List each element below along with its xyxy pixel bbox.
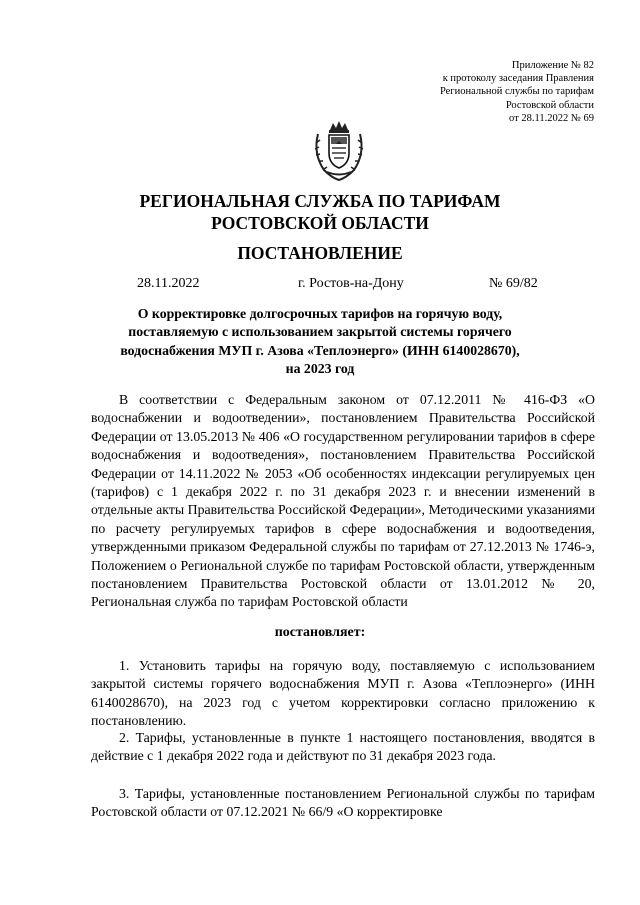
- subject-line: водоснабжения МУП г. Азова «Теплоэнерго» (ИНН 6140028670),: [120, 342, 520, 358]
- appendix-line: Ростовской области: [505, 99, 594, 111]
- subject-line: О корректировке долгосрочных тарифов на горячую воду,: [137, 306, 503, 321]
- appendix-note: [354, 59, 594, 125]
- resolves-heading: постановляет:: [274, 625, 366, 640]
- subject-line: поставляемую с использованием закрытой системы горячего: [128, 324, 512, 340]
- document-date: 28.11.2022: [137, 276, 200, 291]
- document-place: г. Ростов-на-Дону: [298, 276, 404, 291]
- organization-title-line: РЕГИОНАЛЬНАЯ СЛУЖБА ПО ТАРИФАМ: [139, 191, 501, 211]
- preamble-paragraph: В соответствии с Федеральным законом от 07.12.2011 № 416-ФЗ «О водоснабжении и водоотведении», постановлением Правительства Российской Федерации от 13.05.2013 № 406 «О государственном регулировании тарифов в сфере водоснабжения и водоотведения», постановлением Правительства Российской Федерации от 14.11.2022 № 2053 «Об особенностях индексации регулируемых цен (тарифов) с 1 декабря 2022 г. по 31 декабря 2023 г. и внесении изменений в отдельные акты Правительства Российской Федерации», Методическими указаниями по расчету регулируемых тарифов в сфере водоснабжения и водоотведения, утвержденными приказом Федеральной службы по тарифам от 27.12.2013 № 1746-э, Положением о Региональной службе по тарифам Ростовской области, утвержденным постановлением Правительства Ростовской области от 13.01.2012 № 20, Региональная служба по тарифам Ростовской области: [91, 392, 595, 610]
- document-number: № 69/82: [489, 276, 538, 291]
- appendix-line: Региональной службы по тарифам: [439, 86, 594, 98]
- coat-of-arms-icon: [310, 120, 368, 182]
- resolution-item: 2. Тарифы, установленные в пункте 1 настоящего постановления, вводятся в действие с 1 декабря 2022 года и действуют по 31 декабря 2023 года.: [91, 730, 595, 764]
- resolution-item: 1. Установить тарифы на горячую воду, поставляемую с использованием закрытой системы горячего водоснабжения МУП г. Азова «Теплоэнерго» (ИНН 6140028670), на 2023 год с учетом корректировки согласно приложению к постановлению.: [91, 658, 595, 729]
- organization-title: [0, 190, 640, 234]
- organization-title-line: РОСТОВСКОЙ ОБЛАСТИ: [211, 213, 429, 233]
- appendix-line: от 28.11.2022 № 69: [509, 112, 594, 124]
- subject-line: на 2023 год: [285, 360, 355, 376]
- resolution-item: 3. Тарифы, установленные постановлением Региональной службы по тарифам Ростовской области от 07.12.2021 № 66/9 «О корректировке: [91, 786, 595, 820]
- appendix-line: к протоколу заседания Правления: [442, 73, 594, 85]
- document-subject: [90, 305, 550, 378]
- appendix-line: Приложение № 82: [511, 60, 594, 71]
- document-type: ПОСТАНОВЛЕНИЕ: [237, 243, 403, 263]
